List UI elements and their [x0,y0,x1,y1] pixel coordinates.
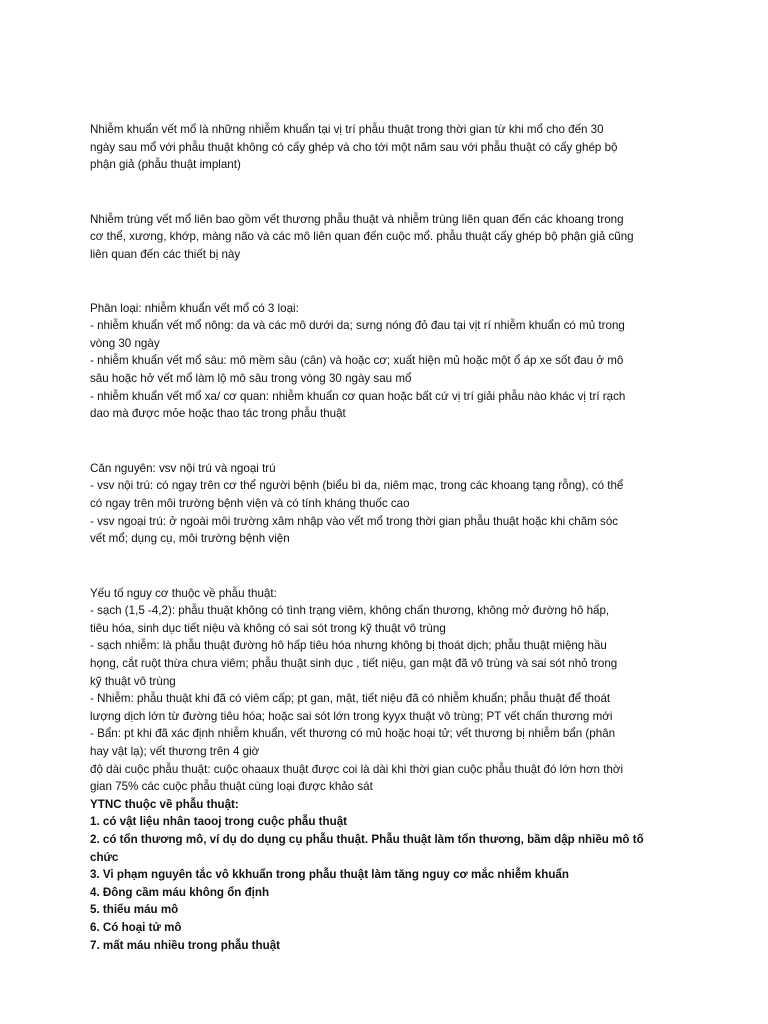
text-line: sâu hoặc hở vết mổ làm lộ mô sâu trong vòng 30 ngày sau mổ [90,371,412,385]
text-line: - nhiễm khuẩn vết mổ nông: da và các mô dưới da; sưng nóng đỏ đau tại vịt rí nhiễm khuẩn có mủ trong [90,319,625,333]
text-line: Căn nguyên: vsv nội trú và ngoại trú [90,461,276,475]
text-line: - vsv nội trú: có ngay trên cơ thể người bệnh (biểu bì da, niêm mạc, trong các khoang tạng rỗng), có thể [90,479,624,493]
text-line: vết mổ; dụng cụ, môi trường bệnh viện [90,532,290,546]
document-page [90,121,690,954]
text-line: độ dài cuộc phẫu thuật: cuộc ohaaux thuật được coi là dài khi thời gian cuộc phẫu thuật đó lớn hơn thời [90,762,624,776]
ytnc-list [90,796,690,954]
text-line: - sạch (1,5 -4,2): phẫu thuật không có tình trạng viêm, không chấn thương, không mở đường hô hấp, [90,604,610,618]
text-line: - sạch nhiễm: là phẫu thuật đường hô hấp tiêu hóa nhưng không bị thoát dịch; phẫu thuật miệng hầu [90,639,607,653]
list-item: 4. Đông cầm máu không ổn định [90,885,270,899]
text-line: có ngay trên môi trường bệnh viện và có tính kháng thuốc cao [90,496,410,510]
text-line: gian 75% các cuộc phẫu thuật cùng loại được khảo sát [90,780,373,794]
text-line: - nhiễm khuẩn vết mổ xa/ cơ quan: nhiễm khuẩn cơ quan hoặc bất cứ vị trí giải phẫu nào khác vị trí rạch [90,389,626,403]
text-line: phận giả (phẫu thuật implant) [90,158,241,172]
list-item: 6. Có hoại tử mô [90,920,182,934]
text-line: dao mà được mỏe hoặc thao tác trong phẫu thuật [90,407,346,421]
text-line: hay vật lạ); vết thương trên 4 giờ [90,745,260,759]
etiology-paragraph [90,460,690,548]
text-line: Nhiễm khuẩn vết mổ là những nhiễm khuẩn tại vị trí phẫu thuật trong thời gian từ khi mổ cho đến 30 [90,123,604,136]
text-line: lượng dịch lớn từ đường tiêu hóa; hoặc sai sót lớn trong kyyx thuật vô trùng; PT vết chấn thương mới [90,709,613,723]
surgical-risk-factors-paragraph [90,585,690,796]
text-line: - nhiễm khuẩn vết mổ sâu: mô mềm sâu (cân) và hoặc cơ; xuất hiện mủ hoặc một ổ áp xe sốt đau ở mô [90,354,624,368]
text-line: Yếu tố nguy cơ thuộc về phẫu thuật: [90,586,277,600]
text-line: - Bẩn: pt khi đã xác định nhiễm khuẩn, vết thương có mủ hoặc hoại tử; vết thương bị nhiễm bẩn (phân [90,727,616,741]
text-line: kỹ thuật vô trùng [90,674,176,688]
infection-scope-paragraph [90,211,690,264]
definition-paragraph [90,121,690,174]
text-line: Phân loại: nhiễm khuẩn vết mổ có 3 loại: [90,301,299,315]
text-line: cơ thể, xương, khớp, màng não và các mô liên quan đến cuộc mổ. phẫu thuật cấy ghép bộ phận giả cũng [90,230,634,244]
list-item: 7. mất máu nhiều trong phẫu thuật [90,938,281,952]
list-item: 2. có tổn thương mô, ví dụ do dụng cụ phẫu thuật. Phẫu thuật làm tổn thương, bầm dập nhiều mô tố [90,833,644,846]
text-line: - Nhiễm: phẫu thuật khi đã có viêm cấp; pt gan, mật, tiết niệu đã có nhiễm khuẩn; phẫu thuật để thoát [90,692,611,706]
classification-paragraph [90,300,690,423]
text-line: ngày sau mổ với phẫu thuật không có cấy ghép và cho tới một năm sau với phẫu thuật có cấy ghép bộ [90,140,618,154]
text-line: liên quan đến các thiết bị này [90,247,241,261]
text-line: vòng 30 ngày [90,336,160,350]
text-line: Nhiễm trùng vết mổ liên bao gồm vết thương phẫu thuật và nhiễm trùng liên quan đến các khoang trong [90,212,624,226]
text-line: - vsv ngoại trú: ở ngoài môi trường xâm nhập vào vết mổ trong thời gian phẫu thuật hoặc khi chăm sóc [90,514,619,528]
list-item: 3. Vi phạm nguyên tắc vô kkhuẩn trong phẫu thuật làm tăng nguy cơ mắc nhiễm khuẩn [90,868,569,882]
list-item: chức [90,850,119,864]
text-line: tiêu hóa, sinh dục tiết niệu và không có sai sót trong kỹ thuật vô trùng [90,621,446,635]
list-heading: YTNC thuộc về phẫu thuật: [90,797,239,811]
list-item: 1. có vật liệu nhân taooj trong cuộc phẫu thuật [90,815,348,829]
list-item: 5. thiếu máu mô [90,903,179,917]
text-line: họng, cắt ruột thừa chưa viêm; phẫu thuật sinh dục , tiết niệu, gan mật đã vô trùng và sai sót nhỏ trong [90,657,618,671]
